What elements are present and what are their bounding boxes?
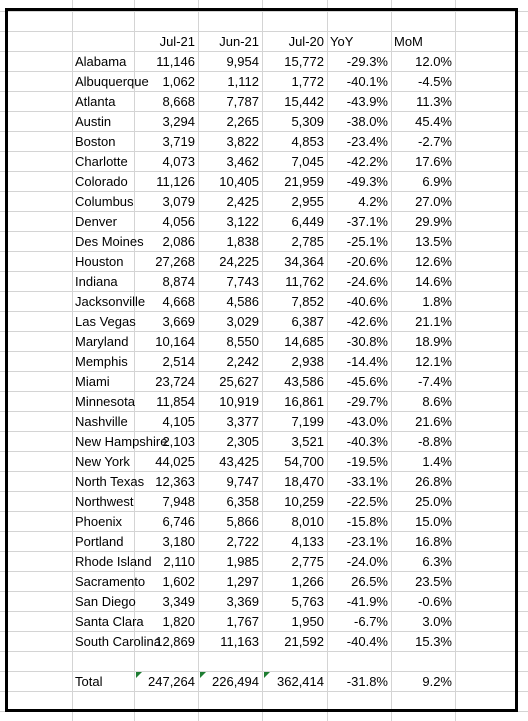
cell-jun21[interactable]: 6,358 [226, 494, 259, 509]
cell-name[interactable]: North Texas [75, 474, 145, 489]
cell-name[interactable]: Miami [75, 374, 110, 389]
cell-name[interactable]: Denver [75, 214, 117, 229]
cell-jul21[interactable]: 6,746 [162, 514, 195, 529]
cell-jun21[interactable]: 9,747 [226, 474, 259, 489]
table-row [0, 631, 528, 651]
cell-jul20[interactable]: 43,586 [284, 374, 324, 389]
cell-jun21[interactable]: 43,425 [219, 454, 259, 469]
cell-mom[interactable]: -7.4% [418, 374, 452, 389]
cell-yoy[interactable]: -22.5% [346, 494, 388, 509]
grid-row-line [0, 711, 528, 712]
cell-jul20[interactable]: 1,266 [291, 574, 324, 589]
table-row [0, 311, 528, 331]
cell-yoy[interactable]: -40.4% [346, 634, 388, 649]
cell-jun21[interactable]: 2,722 [226, 534, 259, 549]
cell-mom[interactable]: -2.7% [418, 134, 452, 149]
cell-jul21[interactable]: 10,164 [155, 334, 195, 349]
cell-name[interactable]: Houston [75, 254, 124, 269]
cell-jun21[interactable]: 1,838 [226, 234, 259, 249]
cell-name[interactable]: Des Moines [75, 234, 144, 249]
cell-jul20[interactable]: 2,775 [291, 554, 324, 569]
cell-mom[interactable]: 13.5% [415, 234, 452, 249]
cell-jul21[interactable]: 4,073 [162, 154, 195, 169]
table-row [0, 331, 528, 351]
table-row [0, 251, 528, 271]
table-row [0, 591, 528, 611]
header-row [0, 31, 528, 51]
cell-jul21[interactable]: 2,110 [163, 554, 195, 569]
table-row [0, 211, 528, 231]
cell-jun21[interactable]: 5,866 [226, 514, 259, 529]
cell-name[interactable]: Northwest [75, 494, 134, 509]
cell-name[interactable]: Minnesota [75, 394, 135, 409]
header-cell-jul20[interactable]: Jul-20 [288, 34, 324, 49]
cell-mom[interactable]: 8.6% [422, 394, 452, 409]
cell-jul20[interactable]: 21,592 [284, 634, 324, 649]
cell-yoy[interactable]: -42.2% [346, 154, 388, 169]
cell-jul20[interactable]: 15,772 [284, 54, 324, 69]
cell-name[interactable]: Albuquerque [75, 74, 149, 89]
cell-jun21[interactable]: 3,822 [226, 134, 259, 149]
cell-name[interactable]: New York [75, 454, 130, 469]
cell-mom[interactable]: 12.0% [415, 54, 452, 69]
cell-jun21[interactable]: 3,029 [226, 314, 259, 329]
cell-mom[interactable]: 12.1% [415, 354, 452, 369]
table-row [0, 571, 528, 591]
cell-name[interactable]: Colorado [75, 174, 128, 189]
cell-yoy[interactable]: -45.6% [346, 374, 388, 389]
cell-mom[interactable]: 11.3% [416, 94, 452, 109]
cell-yoy[interactable]: -14.4% [346, 354, 388, 369]
cell-jul20[interactable]: 2,938 [291, 354, 324, 369]
table-row [0, 391, 528, 411]
cell-jul21[interactable]: 23,724 [155, 374, 195, 389]
cell-mom[interactable]: 21.6% [415, 414, 452, 429]
cell-jul20[interactable]: 18,470 [284, 474, 324, 489]
cell-jun21[interactable]: 3,462 [226, 154, 259, 169]
cell-jul21[interactable]: 3,294 [162, 114, 195, 129]
cell-jul21[interactable]: 7,948 [162, 494, 195, 509]
cell-yoy[interactable]: -6.7% [354, 614, 388, 629]
cell-jul21[interactable]: 12,869 [155, 634, 195, 649]
cell-name[interactable]: Nashville [75, 414, 128, 429]
cell-mom[interactable]: 15.3% [415, 634, 452, 649]
cell-jul21[interactable]: 27,268 [155, 254, 195, 269]
cell-yoy[interactable]: -33.1% [346, 474, 388, 489]
cell-jul21[interactable]: 2,086 [162, 234, 195, 249]
cell-mom[interactable]: 12.6% [415, 254, 452, 269]
cell-jul20[interactable]: 7,852 [291, 294, 324, 309]
cell-name[interactable]: Maryland [75, 334, 129, 349]
cell-name[interactable]: Portland [75, 534, 124, 549]
cell-mom[interactable]: 16.8% [415, 534, 452, 549]
cell-jul20[interactable]: 14,685 [284, 334, 324, 349]
cell-jul21[interactable]: 11,126 [156, 174, 195, 189]
table-row [0, 71, 528, 91]
cell-mom[interactable]: 23.5% [415, 574, 452, 589]
table-row [0, 51, 528, 71]
table-row [0, 131, 528, 151]
cell-yoy[interactable]: -20.6% [346, 254, 388, 269]
cell-yoy[interactable]: -41.9% [346, 594, 388, 609]
table-row [0, 111, 528, 131]
cell-yoy[interactable]: -43.9% [346, 94, 388, 109]
table-row [0, 551, 528, 571]
cell-yoy[interactable]: -23.4% [346, 134, 388, 149]
cell-jul21[interactable]: 44,025 [155, 454, 195, 469]
cell-jun21[interactable]: 2,242 [226, 354, 259, 369]
cell-jun21[interactable]: 2,305 [226, 434, 259, 449]
cell-jul21[interactable]: 1,820 [162, 614, 195, 629]
cell-mom[interactable]: -0.6% [418, 594, 452, 609]
cell-name[interactable]: Las Vegas [75, 314, 136, 329]
cell-yoy[interactable]: -23.1% [346, 534, 388, 549]
cell-jul20[interactable]: 4,133 [291, 534, 324, 549]
cell-yoy[interactable]: 4.2% [358, 194, 388, 209]
cell-jul20[interactable]: 2,955 [291, 194, 324, 209]
cell-mom[interactable]: 6.9% [422, 174, 452, 189]
cell-jul21[interactable]: 8,668 [162, 94, 195, 109]
cell-yoy[interactable]: -19.5% [346, 454, 388, 469]
total-yoy[interactable]: -31.8% [346, 674, 388, 689]
cell-yoy[interactable]: -29.3% [346, 54, 388, 69]
cell-jun21[interactable]: 1,767 [226, 614, 259, 629]
cell-jun21[interactable]: 3,369 [226, 594, 259, 609]
cell-mom[interactable]: -4.5% [418, 74, 452, 89]
cell-mom[interactable]: -8.8% [418, 434, 452, 449]
table-row [0, 531, 528, 551]
cell-jul21[interactable]: 3,349 [162, 594, 195, 609]
cell-jul20[interactable]: 15,442 [284, 94, 324, 109]
table-row [0, 611, 528, 631]
cell-jul21[interactable]: 2,103 [162, 434, 195, 449]
total-jun21[interactable]: 226,494 [212, 674, 259, 689]
cell-jul21[interactable]: 2,514 [162, 354, 195, 369]
cell-jul20[interactable]: 11,762 [285, 274, 324, 289]
cell-jul20[interactable]: 21,959 [284, 174, 324, 189]
cell-jul20[interactable]: 54,700 [284, 454, 324, 469]
cell-jun21[interactable]: 1,297 [226, 574, 259, 589]
cell-jul21[interactable]: 8,874 [162, 274, 195, 289]
cell-name[interactable]: San Diego [75, 594, 136, 609]
cell-jul21[interactable]: 3,079 [162, 194, 195, 209]
grid-row-line [0, 651, 528, 652]
cell-jul21[interactable]: 12,363 [155, 474, 195, 489]
cell-jun21[interactable]: 8,550 [226, 334, 259, 349]
cell-name[interactable]: Rhode Island [75, 554, 152, 569]
cell-mom[interactable]: 27.0% [415, 194, 452, 209]
cell-jun21[interactable]: 10,405 [219, 174, 259, 189]
cell-mom[interactable]: 25.0% [415, 494, 452, 509]
cell-name[interactable]: South Carolina [75, 634, 161, 649]
header-cell-yoy[interactable]: YoY [330, 34, 354, 49]
cell-jun21[interactable]: 4,586 [226, 294, 259, 309]
cell-yoy[interactable]: 26.5% [351, 574, 388, 589]
cell-jul20[interactable]: 7,045 [291, 154, 324, 169]
cell-yoy[interactable]: -40.6% [346, 294, 388, 309]
cell-yoy[interactable]: -40.3% [346, 434, 388, 449]
total-mom[interactable]: 9.2% [422, 674, 452, 689]
table-row [0, 231, 528, 251]
cell-jul21[interactable]: 3,180 [162, 534, 195, 549]
grid-row-line [0, 11, 528, 12]
cell-mom[interactable]: 3.0% [422, 614, 452, 629]
cell-jul20[interactable]: 34,364 [284, 254, 324, 269]
cell-mom[interactable]: 18.9% [415, 334, 452, 349]
cell-name[interactable]: Alabama [75, 54, 127, 69]
total-jul21[interactable]: 247,264 [148, 674, 195, 689]
table-row [0, 351, 528, 371]
cell-jul20[interactable]: 2,785 [291, 234, 324, 249]
cell-name[interactable]: Phoenix [75, 514, 122, 529]
header-cell-mom[interactable]: MoM [394, 34, 423, 49]
cell-yoy[interactable]: -24.0% [346, 554, 388, 569]
cell-mom[interactable]: 15.0% [415, 514, 452, 529]
cell-mom[interactable]: 45.4% [415, 114, 452, 129]
cell-jul20[interactable]: 1,950 [291, 614, 324, 629]
cell-jul21[interactable]: 4,668 [162, 294, 195, 309]
cell-mom[interactable]: 26.8% [415, 474, 452, 489]
table-row [0, 371, 528, 391]
cell-mom[interactable]: 1.8% [422, 294, 452, 309]
cell-name[interactable]: Santa Clara [75, 614, 144, 629]
header-cell-jun21[interactable]: Jun-21 [219, 34, 259, 49]
cell-jun21[interactable]: 2,425 [226, 194, 259, 209]
header-cell-name[interactable] [73, 31, 134, 51]
cell-jul20[interactable]: 7,199 [291, 414, 324, 429]
cell-jun21[interactable]: 11,163 [220, 634, 259, 649]
header-cell-jul21[interactable]: Jul-21 [159, 34, 195, 49]
cell-yoy[interactable]: -43.0% [346, 414, 388, 429]
cell-jul21[interactable]: 4,056 [162, 214, 195, 229]
cell-jul21[interactable]: 1,602 [162, 574, 195, 589]
cell-yoy[interactable]: -25.1% [346, 234, 388, 249]
cell-jul21[interactable]: 1,062 [162, 74, 195, 89]
total-jul20[interactable]: 362,414 [277, 674, 324, 689]
cell-jun21[interactable]: 7,743 [226, 274, 259, 289]
cell-mom[interactable]: 17.6% [415, 154, 452, 169]
cell-jun21[interactable]: 1,112 [227, 74, 259, 89]
cell-jul21[interactable]: 11,854 [156, 394, 195, 409]
table-row [0, 271, 528, 291]
cell-jul20[interactable]: 6,387 [291, 314, 324, 329]
cell-jul21[interactable]: 4,105 [162, 414, 195, 429]
cell-mom[interactable]: 14.6% [415, 274, 452, 289]
cell-mom[interactable]: 1.4% [422, 454, 452, 469]
cell-jul20[interactable]: 8,010 [291, 514, 324, 529]
cell-yoy[interactable]: -29.7% [346, 394, 388, 409]
cell-jun21[interactable]: 10,919 [219, 394, 259, 409]
cell-name[interactable]: Indiana [75, 274, 118, 289]
cell-jul20[interactable]: 1,772 [291, 74, 324, 89]
table-row [0, 451, 528, 471]
cell-jul20[interactable]: 5,309 [291, 114, 324, 129]
cell-mom[interactable]: 21.1% [415, 314, 452, 329]
cell-yoy[interactable]: -30.8% [346, 334, 388, 349]
cell-yoy[interactable]: -38.0% [346, 114, 388, 129]
cell-name[interactable]: Memphis [75, 354, 128, 369]
cell-mom[interactable]: 6.3% [422, 554, 452, 569]
cell-name[interactable]: Austin [75, 114, 112, 129]
cell-jul20[interactable]: 16,861 [284, 394, 324, 409]
cell-mom[interactable]: 29.9% [415, 214, 452, 229]
cell-jul21[interactable]: 3,669 [162, 314, 195, 329]
cell-name[interactable]: Sacramento [75, 574, 146, 589]
cell-jun21[interactable]: 2,265 [226, 114, 259, 129]
table-row [0, 91, 528, 111]
cell-name[interactable]: Columbus [75, 194, 134, 209]
table-row [0, 491, 528, 511]
cell-jul20[interactable]: 10,259 [284, 494, 324, 509]
error-indicator-jul20 [264, 672, 270, 678]
cell-name[interactable]: New Hampshire [75, 434, 168, 449]
error-indicator-jun21 [200, 672, 206, 678]
table-row [0, 511, 528, 531]
cell-yoy[interactable]: -15.8% [346, 514, 388, 529]
cell-name[interactable]: Atlanta [75, 94, 116, 109]
cell-jun21[interactable]: 3,377 [226, 414, 259, 429]
cell-jul20[interactable]: 3,521 [291, 434, 324, 449]
cell-jun21[interactable]: 7,787 [226, 94, 259, 109]
table-row [0, 291, 528, 311]
table-row [0, 191, 528, 211]
table-row [0, 431, 528, 451]
grid-row-line [0, 691, 528, 692]
cell-yoy[interactable]: -49.3% [346, 174, 388, 189]
cell-yoy[interactable]: -40.1% [346, 74, 388, 89]
cell-name[interactable]: Boston [75, 134, 116, 149]
table-row [0, 171, 528, 191]
cell-jun21[interactable]: 9,954 [226, 54, 259, 69]
cell-jun21[interactable]: 3,122 [226, 214, 259, 229]
error-indicator-jul21 [136, 672, 142, 678]
total-label[interactable]: Total [75, 674, 103, 689]
cell-name[interactable]: Charlotte [75, 154, 128, 169]
cell-jun21[interactable]: 1,985 [226, 554, 259, 569]
cell-jun21[interactable]: 24,225 [219, 254, 259, 269]
cell-jun21[interactable]: 25,627 [219, 374, 259, 389]
table-row [0, 411, 528, 431]
cell-yoy[interactable]: -37.1% [346, 214, 388, 229]
table-row [0, 471, 528, 491]
cell-jul20[interactable]: 4,853 [291, 134, 324, 149]
cell-jul21[interactable]: 11,146 [156, 54, 195, 69]
cell-jul21[interactable]: 3,719 [162, 134, 195, 149]
cell-yoy[interactable]: -42.6% [346, 314, 388, 329]
table-row [0, 151, 528, 171]
cell-name[interactable]: Jacksonville [75, 294, 146, 309]
cell-yoy[interactable]: -24.6% [346, 274, 388, 289]
cell-jul20[interactable]: 5,763 [291, 594, 324, 609]
cell-jul20[interactable]: 6,449 [291, 214, 324, 229]
